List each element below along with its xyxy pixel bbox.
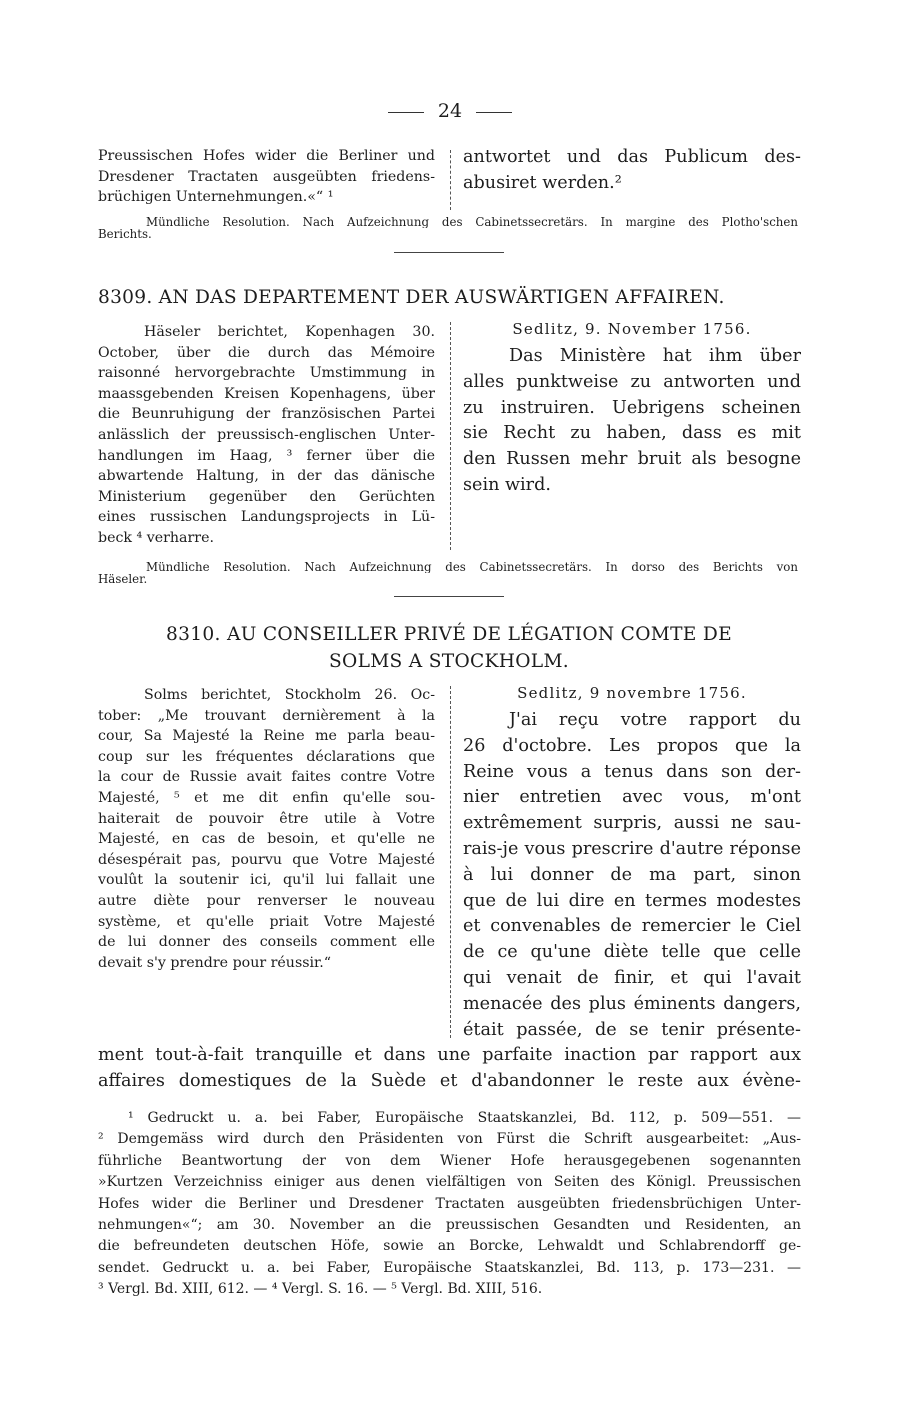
separator-rule (394, 252, 504, 253)
dateline: Sedlitz, 9 novembre 1756. (517, 684, 747, 702)
text-line: menacée des plus éminents dangers, (463, 993, 801, 1014)
text-line: den Russen mehr bruit als besogne (463, 449, 801, 470)
text-line: handlungen im Haag, ³ ferner über die (98, 447, 435, 464)
text-line: eines russischen Landungsprojects in Lü- (98, 509, 435, 526)
document-heading-line2: SOLMS A STOCKHOLM. (328, 651, 569, 672)
text-line: Häseler berichtet, Kopenhagen 30. (144, 324, 435, 340)
text-line: haiterait de pouvoir être utile à Votre (98, 810, 435, 827)
resolution-note (98, 216, 798, 240)
text-line: 26 d'octobre. Les propos que la (463, 735, 801, 756)
dateline: Sedlitz, 9. November 1756. (512, 320, 752, 338)
footnote-line: führliche Beantwortung der von dem Wiener Hofe herausgegebenen sogenannten (98, 1152, 801, 1169)
top-right-column (463, 145, 801, 197)
note-line: Mündliche Resolution. Nach Aufzeichnung des Cabinetssecretärs. In margine des Plotho'schen (146, 216, 798, 228)
text-line: à lui donner de ma part, sinon (463, 864, 801, 885)
text-line: zu instruiren. Uebrigens scheinen (463, 397, 801, 418)
text-line: cour, Sa Majesté la Reine me parla beau- (98, 728, 435, 745)
document-heading: 8310. AU CONSEILLER PRIVÉ DE LÉGATION COMTE DE (166, 624, 732, 645)
text-line: maassgebenden Kreisen Kopenhagens, über (98, 385, 435, 402)
footnotes (98, 1108, 801, 1301)
text-line: tober: „Me trouvant dernièrement à la (98, 707, 435, 724)
text-line: devait s'y prendre pour réussir.“ (98, 954, 332, 971)
text-line: rais-je vous prescrire d'autre réponse (463, 838, 801, 859)
resolution-column (463, 344, 801, 499)
footnote-line: ² Demgemäss wird durch den Präsidenten von Fürst die Schrift ausgearbeitet: „Aus- (98, 1131, 801, 1148)
text-line: Preussischen Hofes wider die Berliner und (98, 148, 435, 164)
footnote-line: »Kurtzen Verzeichniss einiger aus denen vielfältigen von Seiten des Königl. Preussischen (98, 1174, 801, 1191)
footnote-line: sendet. Gedruckt u. a. bei Faber, Europäische Staatskanzlei, Bd. 113, p. 173—231. — (98, 1259, 801, 1276)
footnote-line: ³ Vergl. Bd. XIII, 612. — ⁴ Vergl. S. 16. — ⁵ Vergl. Bd. XIII, 516. (98, 1281, 543, 1298)
text-line: la cour de Russie avait faites contre Votre (98, 769, 435, 786)
footnote-line: die befreundeten deutschen Höfe, sowie an Borcke, Lehwaldt und Schlabrendorff ge- (98, 1238, 801, 1255)
text-line: et convenables de remercier le Ciel (463, 916, 801, 937)
text-line: voulût la soutenir ici, qu'il lui fallait une (98, 872, 435, 889)
note-line: Berichts. (98, 227, 152, 241)
footnote-line: Hofes wider die Berliner und Dresdener Tractaten ausgeübten friedensbrüchigen Unter- (98, 1195, 801, 1212)
page-number-dash-right (476, 112, 512, 113)
column-divider (450, 686, 451, 1038)
text-line: Majesté, en cas de besoin, et qu'elle ne (98, 831, 435, 848)
text-line: de lui donner des conseils comment elle (98, 934, 435, 951)
text-line: Dresdener Tractaten ausgeübten friedens- (98, 168, 435, 185)
text-line: coup sur les fréquentes déclarations que (98, 748, 435, 765)
text-line: système, et qu'elle priait Votre Majesté (98, 913, 435, 930)
text-line: Ministerium gegenüber den Gerüchten (98, 488, 435, 505)
column-divider (450, 150, 451, 210)
text-line: beck ⁴ verharre. (98, 529, 214, 546)
text-line: Solms berichtet, Stockholm 26. Oc- (144, 687, 435, 703)
text-line: Das Ministère hat ihm über (509, 346, 801, 366)
text-line: anlässlich der preussisch-englischen Unter- (98, 426, 435, 443)
text-line: de ce qu'une diète telle que celle (463, 942, 801, 963)
page-number-text: 24 (437, 100, 463, 122)
column-divider (450, 322, 451, 550)
text-line: qui venait de finir, et qui l'avait (463, 967, 801, 988)
footnote-line: ¹ Gedruckt u. a. bei Faber, Europäische Staatskanzlei, Bd. 112, p. 509—551. — (128, 1110, 801, 1126)
text-line: extrêmement surpris, aussi ne sau- (463, 813, 801, 834)
letter-column (463, 708, 801, 1043)
text-line: abusiret werden.² (463, 172, 622, 193)
text-line: antwortet und das Publicum des- (463, 147, 801, 167)
text-line: affaires domestiques de la Suède et d'abandonner le reste aux évène- (98, 1070, 801, 1091)
top-left-column (98, 146, 435, 208)
resolution-note (98, 561, 798, 585)
text-line: que de lui dire en termes modestes (463, 890, 801, 911)
summary-column (98, 322, 435, 549)
text-line: brüchigen Unternehmungen.«“ ¹ (98, 189, 334, 206)
summary-column (98, 685, 435, 973)
separator-rule (394, 596, 504, 597)
text-line: ment tout-à-fait tranquille et dans une parfaite inaction par rapport aux (98, 1045, 801, 1065)
text-line: alles punktweise zu antworten und (463, 371, 801, 392)
text-line: désespérait pas, pourvu que Votre Majesté (98, 851, 435, 868)
letter-continuation (98, 1043, 801, 1095)
document-heading: 8309. AN DAS DEPARTEMENT DER AUSWÄRTIGEN AFFAIREN. (98, 287, 725, 308)
text-line: J'ai reçu votre rapport du (509, 710, 801, 730)
text-line: Reine vous a tenus dans son der- (463, 761, 801, 782)
text-line: nier entretien avec vous, m'ont (463, 787, 801, 808)
text-line: était passée, de se tenir présente- (463, 1019, 801, 1040)
page-number (0, 100, 900, 122)
text-line: Majesté, ⁵ et me dit enfin qu'elle sou- (98, 789, 435, 806)
page-number-dash-left (388, 112, 424, 113)
text-line: sein wird. (463, 474, 551, 495)
text-line: raisonné hervorgebrachte Umstimmung in (98, 365, 435, 382)
text-line: die Beunruhigung der französischen Partei (98, 406, 435, 423)
footnote-line: nehmungen«“; am 30. November an die preussischen Gesandten und Residenten, an (98, 1216, 801, 1233)
note-line: Mündliche Resolution. Nach Aufzeichnung des Cabinetssecretärs. In dorso des Berichts von (146, 561, 798, 573)
note-line: Häseler. (98, 572, 148, 586)
text-line: October, über die durch das Mémoire (98, 344, 435, 361)
text-line: abwartende Haltung, in der das dänische (98, 468, 435, 485)
text-line: sie Recht zu haben, dass es mit (463, 423, 801, 444)
text-line: autre diète pour renverser le nouveau (98, 892, 435, 909)
